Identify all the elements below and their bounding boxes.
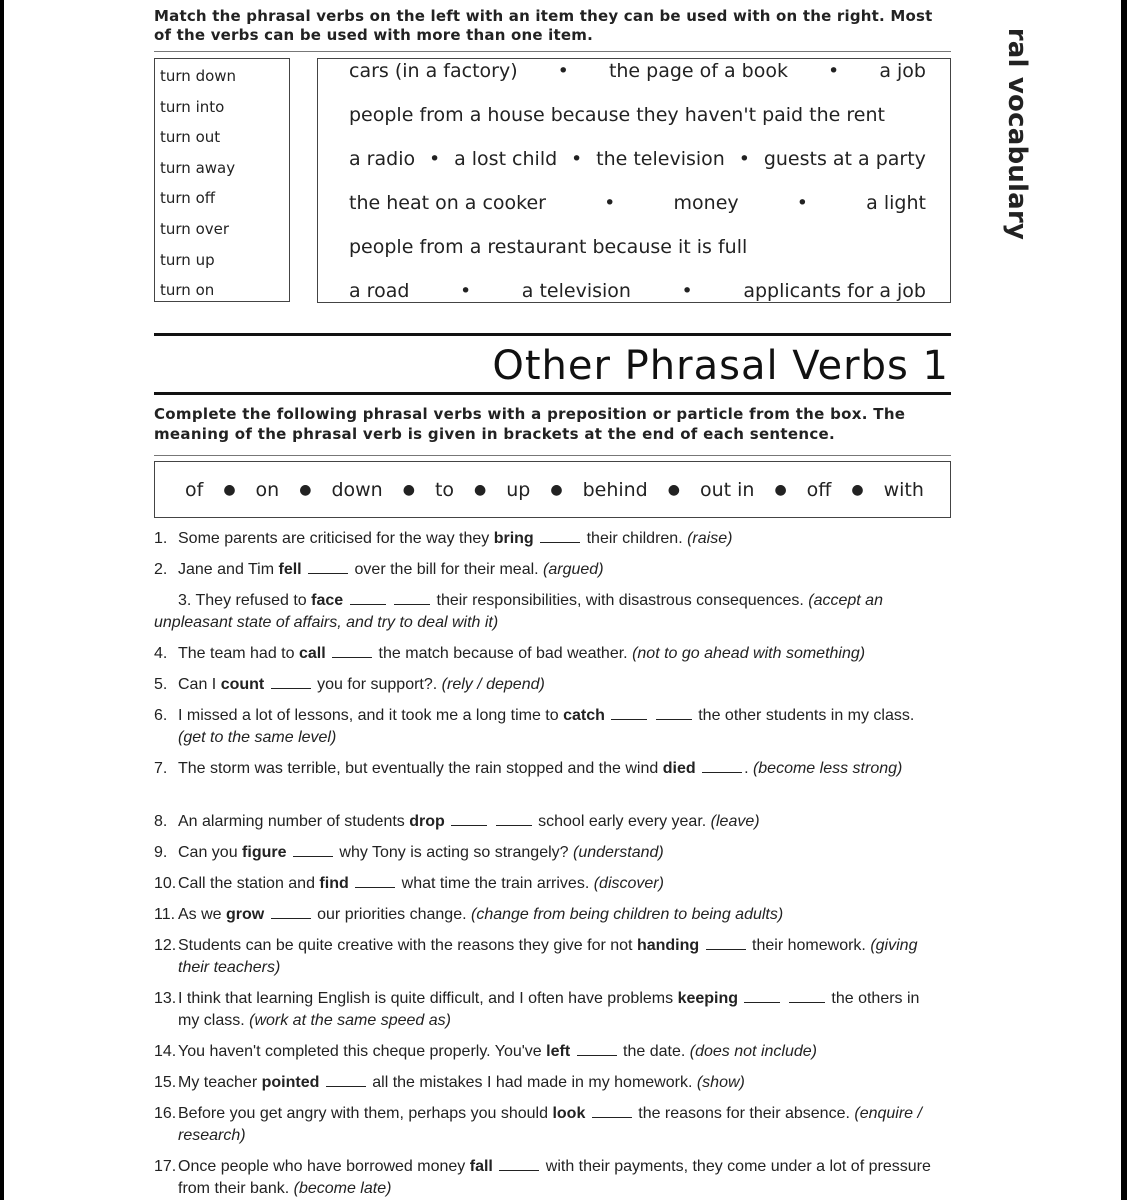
meaning-hint: (understand) (573, 844, 664, 861)
answer-blank[interactable] (326, 1072, 366, 1087)
sentence-text: why Tony is acting so strangely? (334, 844, 573, 861)
answer-blank[interactable] (577, 1041, 617, 1056)
bullet: • (459, 280, 472, 302)
phrasal-verb: bring (493, 530, 534, 547)
item-text: a light (866, 192, 926, 214)
answer-blank[interactable] (592, 1103, 632, 1118)
sentence-text: Before you get angry with them, perhaps you should (178, 1105, 553, 1122)
exercise-number: 17. (154, 1158, 177, 1175)
bullet: • (738, 148, 750, 170)
exercise-item (154, 873, 934, 895)
item-text: a road (349, 280, 410, 302)
verb-item: turn down (160, 67, 237, 85)
matching-instructions: Match the phrasal verbs on the left with an item they can be used with on the right. Most of the verbs can be used with more than one item. (154, 7, 933, 44)
answer-blank[interactable] (308, 559, 348, 574)
item-text: the television (596, 148, 725, 170)
bullet: ● (474, 481, 487, 498)
meaning-hint: (discover) (593, 875, 664, 892)
bullet: • (604, 192, 616, 214)
item-text: a radio (349, 148, 416, 170)
sentence-text: the others in my class. (178, 990, 920, 1029)
phrasal-verb: figure (242, 844, 287, 861)
answer-blank[interactable] (540, 528, 580, 543)
exercise-number: 3. (178, 592, 196, 609)
meaning-hint: (raise) (687, 530, 733, 547)
phrasal-verb: grow (226, 906, 265, 923)
item-row (349, 100, 926, 130)
exercise-sentence (154, 842, 934, 864)
sentence-text: An alarming number of students (178, 813, 410, 830)
item-text: money (673, 192, 739, 214)
bullet: ● (299, 481, 312, 498)
meaning-hint: (argued) (543, 561, 604, 578)
sentence-text: Jane and Tim (178, 561, 279, 578)
bullet: • (796, 192, 809, 214)
answer-blank[interactable] (744, 988, 780, 1003)
exercise-item (154, 1156, 934, 1200)
section-title: Other Phrasal Verbs 1 (492, 343, 949, 389)
word-option: out in (699, 478, 755, 501)
word-option: to (434, 478, 455, 501)
sentence-text: As we (178, 906, 227, 923)
exercise-number: 5. (154, 676, 168, 693)
sentence-text: Some parents are criticised for the way they (178, 530, 494, 547)
exercise-item (154, 988, 934, 1032)
bullet: • (828, 60, 840, 82)
verb-item: turn off (160, 189, 216, 208)
verb-item: turn away (160, 158, 236, 177)
item-text: the page of a book (608, 60, 788, 82)
item-text: the heat on a cooker (349, 192, 546, 214)
word-option: off (806, 478, 832, 501)
exercise-item (154, 528, 934, 550)
verbs-list (154, 58, 290, 302)
answer-blank[interactable] (293, 842, 333, 857)
answer-blank[interactable] (656, 705, 692, 720)
phrasal-verb: find (319, 875, 349, 892)
exercise-sentence (154, 1156, 934, 1200)
answer-blank[interactable] (499, 1156, 539, 1171)
exercise-sentence (154, 904, 934, 926)
exercise-number: 1. (154, 530, 168, 547)
exercise-item (154, 1072, 934, 1094)
meaning-hint: (rely / depend) (441, 676, 545, 693)
item-row (349, 144, 926, 174)
exercise-sentence (154, 1041, 934, 1063)
exercise-item (154, 935, 934, 979)
answer-blank[interactable] (706, 935, 746, 950)
items-list (317, 58, 951, 303)
exercise-sentence (154, 643, 934, 665)
exercise-sentence (154, 1072, 934, 1094)
exercise-item (154, 904, 934, 926)
answer-blank[interactable] (350, 590, 386, 605)
exercise-item (154, 1103, 934, 1147)
sentence-text: . (744, 760, 753, 777)
sentence-text: The storm was terrible, but eventually the rain stopped and the wind (178, 760, 663, 777)
sentence-text: Students can be quite creative with the reasons they give for not (178, 937, 637, 954)
exercise-sentence (154, 528, 934, 550)
bullet: ● (223, 481, 236, 498)
exercise-instructions: Complete the following phrasal verbs with a preposition or particle from the box. The meaning of the phrasal verb is given in brackets at the end of each sentence. (154, 405, 906, 443)
bullet: ● (851, 481, 864, 498)
bullet: • (557, 60, 569, 82)
answer-blank[interactable] (789, 988, 825, 1003)
item-text: cars (in a factory) (349, 60, 518, 82)
sentence-text: all the mistakes I had made in my homework. (367, 1074, 697, 1091)
meaning-hint: (become late) (293, 1180, 392, 1197)
answer-blank[interactable] (496, 811, 532, 826)
sentence-text: the match because of bad weather. (374, 645, 633, 662)
exercise-number: 15. (154, 1074, 177, 1091)
exercise-number: 6. (154, 707, 168, 724)
phrasal-verb: fall (469, 1158, 493, 1175)
sentence-text: Can I (178, 676, 221, 693)
sentence-text: The team had to (178, 645, 299, 662)
word-option: on (255, 478, 280, 501)
meaning-hint: (not to go ahead with something) (632, 645, 866, 662)
meaning-hint: (show) (696, 1074, 745, 1091)
sentence-text: their responsibilities, with disastrous consequences. (432, 592, 809, 609)
item-text: people from a restaurant because it is full (349, 236, 748, 258)
verb-item: turn out (160, 128, 221, 147)
sentence-text: Call the station and (178, 875, 320, 892)
verb-item: turn up (160, 250, 215, 269)
divider (154, 455, 951, 456)
sentence-text: I missed a lot of lessons, and it took me a long time to (178, 707, 564, 724)
word-option: down (331, 478, 383, 501)
phrasal-verb: drop (409, 813, 445, 830)
sentence-text: what time the train arrives. (397, 875, 594, 892)
sentence-text: their homework. (747, 937, 871, 954)
sentence-text: with their payments, they come under a lot of pressure from their bank. (178, 1158, 931, 1197)
answer-blank[interactable] (332, 643, 372, 658)
phrasal-verb: pointed (261, 1074, 320, 1091)
word-option: of (185, 478, 204, 501)
exercise-item (154, 842, 934, 864)
exercise-number: 13. (154, 990, 177, 1007)
exercise-number: 16. (154, 1105, 177, 1122)
item-text: people from a house because they haven't paid the rent (349, 104, 885, 126)
verb-item: turn over (160, 219, 230, 238)
exercise-sentence (154, 674, 934, 696)
meaning-hint: (does not include) (689, 1043, 817, 1060)
bullet: ● (550, 481, 563, 498)
item-text: a television (521, 280, 631, 302)
exercise-item (154, 705, 934, 749)
sentence-text: over the bill for their meal. (350, 561, 544, 578)
item-row (349, 276, 926, 306)
sentence-text: you for support?. (312, 676, 442, 693)
word-option: behind (582, 478, 648, 501)
verb-item: turn on (160, 281, 215, 300)
word-option: with (883, 478, 924, 501)
word-option: up (506, 478, 531, 501)
sentence-text: Once people who have borrowed money (178, 1158, 470, 1175)
exercise-sentence (154, 559, 934, 581)
exercise-sentence (154, 811, 934, 833)
bullet: ● (667, 481, 680, 498)
meaning-hint: (work at the same speed as) (249, 1012, 451, 1029)
exercise-item (154, 643, 934, 665)
exercise-number: 11. (154, 906, 176, 923)
sentence-text: the date. (618, 1043, 690, 1060)
phrasal-verb: handing (636, 937, 700, 954)
exercise-sentence (154, 1103, 934, 1147)
meaning-hint: (giving their teachers) (178, 937, 918, 976)
exercise-item (154, 811, 934, 833)
exercise-number: 8. (154, 813, 168, 830)
phrasal-verb: face (311, 592, 344, 609)
exercise-item (154, 559, 934, 581)
sentence-text: the other students in my class. (693, 707, 915, 724)
exercise-sentence (154, 935, 934, 979)
exercise-number: 12. (154, 937, 177, 954)
exercise-number: 4. (154, 645, 168, 662)
phrasal-verb: catch (563, 707, 605, 724)
sentence-text: the reasons for their absence. (633, 1105, 855, 1122)
answer-blank[interactable] (451, 811, 487, 826)
exercise-number: 10. (154, 875, 177, 892)
exercise-sentence (154, 758, 934, 780)
sentence-text: My teacher (178, 1074, 262, 1091)
phrasal-verb: look (552, 1105, 586, 1122)
phrasal-verb: died (662, 760, 696, 777)
exercise-item (154, 674, 934, 696)
answer-blank[interactable] (702, 758, 742, 773)
bullet: • (428, 148, 441, 170)
exercise-number: 14. (154, 1043, 177, 1060)
answer-blank[interactable] (271, 904, 311, 919)
word-box (154, 461, 951, 518)
item-text: a lost child (454, 148, 558, 170)
exercise-sentence (154, 873, 934, 895)
meaning-hint: (become less strong) (752, 760, 903, 777)
exercise-item (154, 590, 934, 634)
sentence-text: You haven't completed this cheque properly. You've (178, 1043, 547, 1060)
item-text: guests at a party (763, 148, 926, 170)
exercise-number: 2. (154, 561, 168, 578)
item-row (349, 232, 926, 262)
section-rule-top (154, 333, 951, 336)
answer-blank[interactable] (611, 705, 647, 720)
meaning-hint: (leave) (710, 813, 760, 830)
sentence-text: our priorities change. (312, 906, 471, 923)
item-text: applicants for a job (743, 280, 926, 302)
answer-blank[interactable] (394, 590, 430, 605)
answer-blank[interactable] (355, 873, 395, 888)
exercise-item (154, 758, 934, 780)
meaning-hint: (accept an unpleasant state of affairs, and try to deal with it) (154, 592, 883, 631)
bullet: ● (402, 481, 415, 498)
exercise-number: 7. (154, 760, 168, 777)
section-rule-bottom (154, 392, 951, 395)
bullet: • (571, 148, 583, 170)
phrasal-verb: fell (278, 561, 302, 578)
exercise-number: 9. (154, 844, 168, 861)
bullet: • (681, 280, 693, 302)
item-row (349, 56, 926, 86)
meaning-hint: (change from being children to being adults) (471, 906, 784, 923)
answer-blank[interactable] (271, 674, 311, 689)
phrasal-verb: left (546, 1043, 571, 1060)
exercise-item (154, 1041, 934, 1063)
side-title: ral vocabulary (1002, 27, 1032, 240)
exercise-sentence (154, 705, 934, 749)
item-text: a job (879, 60, 926, 82)
sentence-text: They refused to (195, 592, 312, 609)
meaning-hint: (get to the same level) (178, 729, 337, 746)
phrasal-verb: count (220, 676, 265, 693)
item-row (349, 188, 926, 218)
sentence-text: their children. (582, 530, 688, 547)
sentence-text: Can you (178, 844, 243, 861)
bullet: ● (774, 481, 787, 498)
exercise-sentence (154, 988, 934, 1032)
exercise-sentence (154, 590, 934, 634)
sentence-text: I think that learning English is quite difficult, and I often have problems (178, 990, 678, 1007)
worksheet-page (4, 0, 1121, 1200)
verb-item: turn into (160, 97, 225, 116)
divider (154, 51, 951, 52)
phrasal-verb: keeping (677, 990, 739, 1007)
phrasal-verb: call (298, 645, 326, 662)
meaning-hint: (enquire / research) (178, 1105, 922, 1144)
sentence-text: school early every year. (533, 813, 711, 830)
